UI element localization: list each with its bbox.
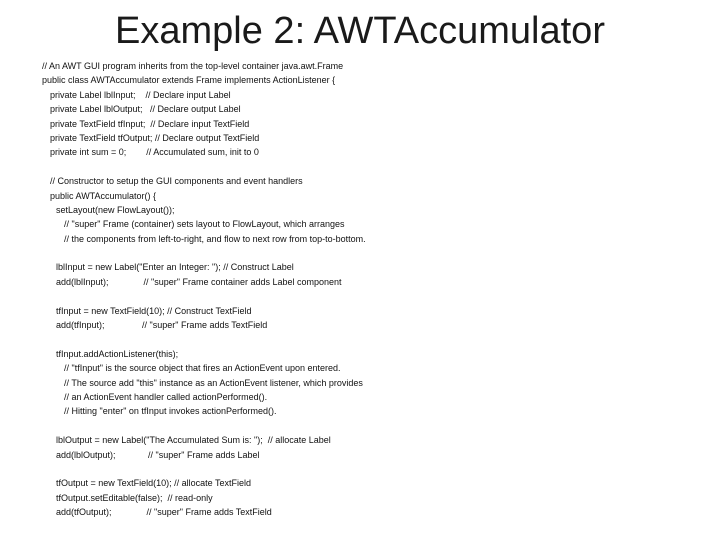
slide-title: Example 2: AWTAccumulator — [115, 10, 605, 52]
blank-line — [42, 462, 712, 476]
code-line: public AWTAccumulator() { — [50, 190, 157, 201]
code-line: add(lblOutput); // "super" Frame adds Label — [56, 449, 260, 460]
code-block — [42, 59, 712, 520]
code-line: // Hitting "enter" on tfInput invokes actionPerformed(). — [64, 406, 277, 417]
code-line: public class AWTAccumulator extends Frame implements ActionListener { — [42, 75, 336, 86]
code-line: // the components from left-to-right, and flow to next row from top-to-bottom. — [64, 233, 366, 244]
code-line: // "tfInput" is the source object that fires an ActionEvent upon entered. — [64, 363, 341, 374]
code-line: add(tfOutput); // "super" Frame adds TextField — [56, 507, 272, 518]
code-line: tfOutput.setEditable(false); // read-only — [56, 492, 213, 503]
code-line: // The source add "this" instance as an ActionEvent listener, which provides — [64, 377, 363, 388]
blank-line — [42, 289, 712, 303]
code-line: add(lblInput); // "super" Frame container adds Label component — [56, 276, 342, 287]
blank-line — [42, 419, 712, 433]
code-line: lblInput = new Label("Enter an Integer: "); // Construct Label — [56, 262, 294, 273]
code-line: add(tfInput); // "super" Frame adds TextField — [56, 320, 268, 331]
code-line: tfInput = new TextField(10); // Construct TextField — [56, 305, 252, 316]
code-line: private int sum = 0; // Accumulated sum, init to 0 — [50, 147, 259, 158]
code-line: // Constructor to setup the GUI components and event handlers — [50, 176, 303, 187]
code-line: lblOutput = new Label("The Accumulated Sum is: "); // allocate Label — [56, 435, 331, 446]
code-line: // An AWT GUI program inherits from the top-level container java.awt.Frame — [42, 61, 344, 71]
code-line: private TextField tfOutput; // Declare output TextField — [50, 132, 260, 143]
code-line: tfOutput = new TextField(10); // allocate TextField — [56, 478, 252, 489]
blank-line — [42, 246, 712, 260]
code-line: private Label lblOutput; // Declare output Label — [50, 104, 241, 115]
code-line: private TextField tfInput; // Declare input TextField — [50, 118, 250, 129]
blank-line — [42, 160, 712, 174]
code-line: tfInput.addActionListener(this); — [56, 348, 179, 359]
code-line: private Label lblInput; // Declare input Label — [50, 89, 231, 100]
blank-line — [42, 332, 712, 346]
code-line: // an ActionEvent handler called actionPerformed(). — [64, 391, 268, 402]
code-line: // "super" Frame (container) sets layout to FlowLayout, which arranges — [64, 219, 345, 230]
code-line: setLayout(new FlowLayout()); — [56, 204, 175, 215]
